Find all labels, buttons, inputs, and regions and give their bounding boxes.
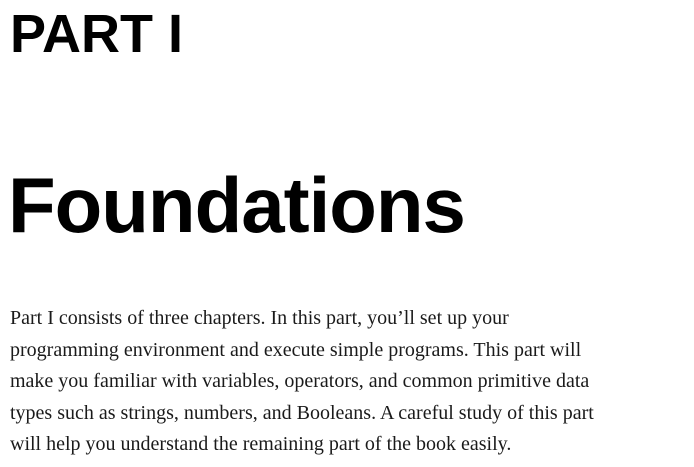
intro-paragraph — [10, 303, 688, 461]
intro-line: types such as strings, numbers, and Booleans. A careful study of this part — [10, 401, 594, 424]
intro-line: will help you understand the remaining part of the book easily. — [10, 433, 512, 455]
intro-line: make you familiar with variables, operators, and common primitive data — [10, 370, 590, 392]
intro-line: programming environment and execute simple programs. This part will — [10, 338, 582, 361]
part-label: PART I — [10, 4, 183, 64]
intro-line: Part I consists of three chapters. In this part, you’ll set up your — [10, 307, 509, 329]
part-title: Foundations — [8, 161, 465, 249]
